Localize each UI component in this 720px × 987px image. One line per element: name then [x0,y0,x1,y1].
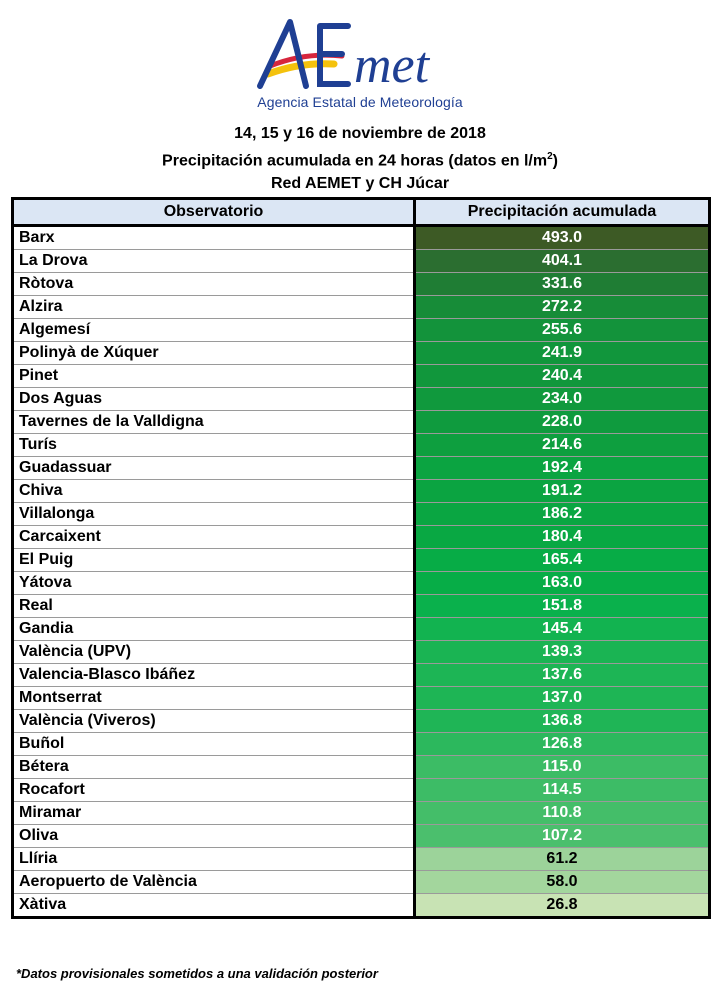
station-name: Tavernes de la Valldigna [13,411,415,434]
table-row [13,503,710,526]
table-row [13,572,710,595]
table-row [13,710,710,733]
table-row [13,365,710,388]
station-name: Llíria [13,848,415,871]
station-name: Pinet [13,365,415,388]
table-row [13,848,710,871]
footnote: *Datos provisionales sometidos a una validación posterior [16,966,378,981]
table-row [13,434,710,457]
precipitation-value: 61.2 [415,848,710,871]
station-name: Dos Aguas [13,388,415,411]
station-name: Algemesí [13,319,415,342]
station-name: València (Viveros) [13,710,415,733]
precipitation-value: 192.4 [415,457,710,480]
column-header-value: Precipitación acumulada [415,199,710,226]
precipitation-value: 126.8 [415,733,710,756]
table-row [13,342,710,365]
table-row [13,319,710,342]
table-row [13,687,710,710]
precipitation-value: 240.4 [415,365,710,388]
heading-network: Red AEMET y CH Júcar [270,175,450,193]
station-name: Montserrat [13,687,415,710]
station-name: Aeropuerto de València [13,871,415,894]
precipitation-value: 241.9 [415,342,710,365]
precipitation-value: 137.0 [415,687,710,710]
precipitation-value: 136.8 [415,710,710,733]
station-name: La Drova [13,250,415,273]
precipitation-value: 186.2 [415,503,710,526]
station-name: València (UPV) [13,641,415,664]
table-row [13,871,710,894]
precipitation-value: 107.2 [415,825,710,848]
station-name: Chiva [13,480,415,503]
table-row [13,802,710,825]
station-name: Buñol [13,733,415,756]
station-name: Turís [13,434,415,457]
heading-dates: 14, 15 y 16 de noviembre de 2018 [234,125,486,142]
station-name: Gandia [13,618,415,641]
table-row [13,664,710,687]
table-row [13,388,710,411]
station-name: Carcaixent [13,526,415,549]
table-row [13,825,710,848]
table-row [13,641,710,664]
station-name: Barx [13,226,415,250]
precipitation-value: 114.5 [415,779,710,802]
table-row [13,549,710,572]
precipitation-value: 191.2 [415,480,710,503]
column-header-station: Observatorio [13,199,415,226]
table-row [13,226,710,250]
station-name: Miramar [13,802,415,825]
station-name: Real [13,595,415,618]
heading-description [0,145,720,172]
report-headings [0,122,720,195]
table-row [13,526,710,549]
precipitation-value: 331.6 [415,273,710,296]
table-row [13,296,710,319]
station-name: Guadassuar [13,457,415,480]
table-row [13,733,710,756]
precipitation-value: 58.0 [415,871,710,894]
table-row [13,411,710,434]
precipitation-value: 145.4 [415,618,710,641]
table-row [13,756,710,779]
table-row [13,779,710,802]
precipitation-value: 180.4 [415,526,710,549]
table-row [13,595,710,618]
precipitation-value: 139.3 [415,641,710,664]
station-name: Yátova [13,572,415,595]
precipitation-value: 151.8 [415,595,710,618]
table-row [13,273,710,296]
precipitation-value: 110.8 [415,802,710,825]
station-name: Ròtova [13,273,415,296]
table-row [13,457,710,480]
precipitation-value: 404.1 [415,250,710,273]
station-name: Xàtiva [13,894,415,918]
precipitation-value: 214.6 [415,434,710,457]
precipitation-table [11,197,711,919]
precipitation-value: 165.4 [415,549,710,572]
table-row [13,618,710,641]
logo-wordmark-tail: met [354,37,430,94]
logo-subtitle: Agencia Estatal de Meteorología [257,94,463,110]
station-name: Polinyà de Xúquer [13,342,415,365]
station-name: Valencia-Blasco Ibáñez [13,664,415,687]
station-name: Villalonga [13,503,415,526]
precipitation-value: 255.6 [415,319,710,342]
precipitation-value: 493.0 [415,226,710,250]
precipitation-value: 137.6 [415,664,710,687]
station-name: Bétera [13,756,415,779]
heading-unit-exponent: 2 [547,151,553,162]
station-name: El Puig [13,549,415,572]
heading-description-text: Precipitación acumulada en 24 horas (datos en l/m [162,152,548,170]
precipitation-value: 272.2 [415,296,710,319]
table-row [13,894,710,918]
precipitation-value: 234.0 [415,388,710,411]
station-name: Alzira [13,296,415,319]
table-row [13,480,710,503]
table-row [13,250,710,273]
precipitation-value: 26.8 [415,894,710,918]
precipitation-value: 163.0 [415,572,710,595]
table-body [13,226,710,918]
precipitation-value: 228.0 [415,411,710,434]
station-name: Oliva [13,825,415,848]
table-header-row [13,199,710,226]
precipitation-value: 115.0 [415,756,710,779]
aemet-logo [250,14,470,114]
heading-description-close: ) [552,152,558,170]
station-name: Rocafort [13,779,415,802]
aemet-logo-graphic [250,14,470,94]
